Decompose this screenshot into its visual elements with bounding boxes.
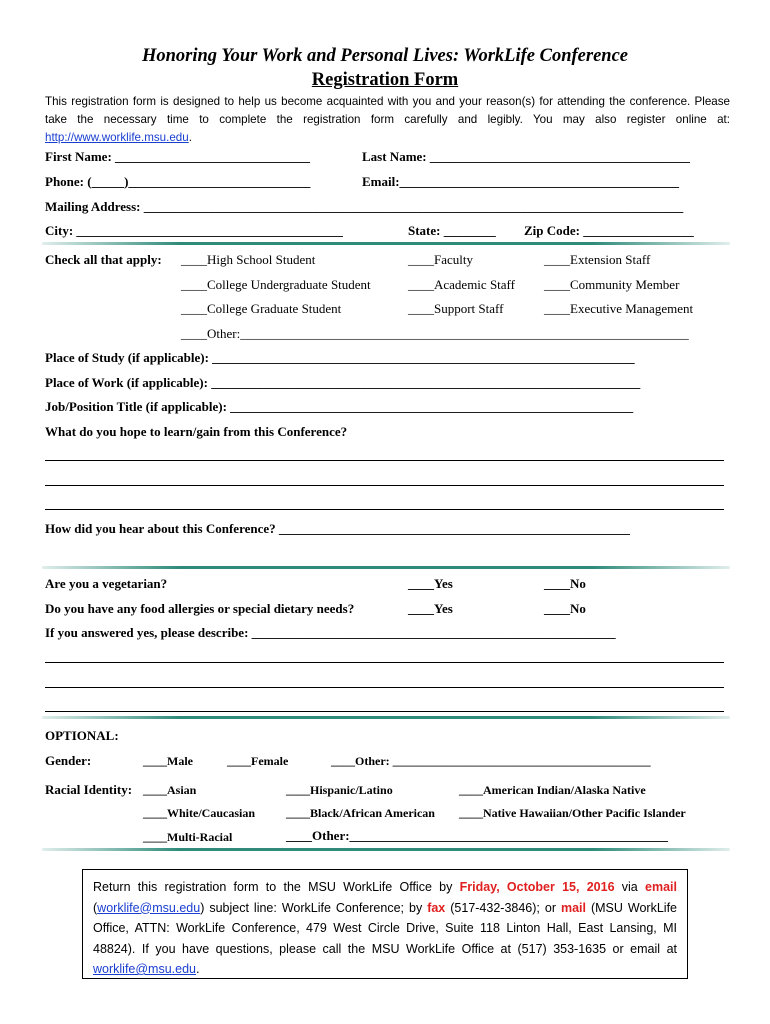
- answer-line[interactable]: [45, 711, 724, 712]
- option-other[interactable]: ____Other:_____________________________________________________________________: [181, 326, 689, 341]
- place-of-work-field[interactable]: Place of Work (if applicable): __________________________________________________________________: [45, 375, 641, 390]
- option-community-member[interactable]: ____Community Member: [544, 277, 680, 292]
- option-extension-staff[interactable]: ____Extension Staff: [544, 252, 651, 267]
- option-college-graduate[interactable]: ____College Graduate Student: [181, 301, 342, 316]
- intro-end: .: [188, 131, 192, 144]
- allergies-question: Do you have any food allergies or special dietary needs?: [45, 601, 355, 616]
- race-native-hawaiian[interactable]: ____Native Hawaiian/Other Pacific Islander: [459, 806, 686, 820]
- vegetarian-yes[interactable]: ____Yes: [408, 576, 453, 591]
- learn-question: What do you hope to learn/gain from this Conference?: [45, 424, 348, 439]
- zip-field[interactable]: Zip Code: _________________: [524, 223, 694, 238]
- allergies-no[interactable]: ____No: [544, 601, 586, 616]
- fax-word: fax: [427, 900, 446, 915]
- option-executive-management[interactable]: ____Executive Management: [544, 301, 694, 316]
- email-field[interactable]: Email:___________________________________________: [362, 174, 680, 189]
- job-title-field[interactable]: Job/Position Title (if applicable): ______________________________________________________________: [45, 399, 634, 414]
- racial-identity-label: Racial Identity:: [45, 782, 133, 797]
- race-black-african-american[interactable]: ____Black/African American: [286, 806, 435, 820]
- option-college-undergraduate[interactable]: ____College Undergraduate Student: [181, 277, 371, 292]
- describe-field[interactable]: If you answered yes, please describe: ________________________________________________________: [45, 625, 616, 640]
- email-word: email: [645, 880, 677, 894]
- section-divider: [42, 848, 730, 851]
- form-title: Honoring Your Work and Personal Lives: WorkLife Conference: [141, 46, 628, 66]
- gender-male[interactable]: ____Male: [143, 754, 193, 768]
- section-divider: [42, 566, 730, 569]
- answer-line[interactable]: [45, 509, 724, 510]
- mail-word: mail: [560, 900, 586, 915]
- first-name-field[interactable]: First Name: ______________________________: [45, 149, 311, 164]
- allergies-yes[interactable]: ____Yes: [408, 601, 453, 616]
- return-text: (: [93, 900, 98, 915]
- return-text: Return this registration form to the MSU WorkLife Office by: [93, 880, 460, 894]
- mailing-address-field[interactable]: Mailing Address: ___________________________________________________________________________________: [45, 199, 684, 214]
- answer-line[interactable]: [45, 485, 724, 486]
- last-name-field[interactable]: Last Name: ________________________________________: [362, 149, 690, 164]
- form-subtitle: Registration Form: [311, 70, 459, 90]
- option-faculty[interactable]: ____Faculty: [408, 252, 473, 267]
- return-text: .: [196, 962, 200, 976]
- optional-heading: OPTIONAL:: [45, 728, 119, 743]
- email-link-2[interactable]: worklife@msu.edu: [93, 962, 197, 976]
- gender-female[interactable]: ____Female: [227, 754, 289, 768]
- hear-about-field[interactable]: How did you hear about this Conference? ______________________________________________________: [45, 521, 630, 536]
- place-of-study-field[interactable]: Place of Study (if applicable): _________________________________________________________________: [45, 350, 635, 365]
- vegetarian-question: Are you a vegetarian?: [45, 576, 168, 591]
- intro-paragraph: [45, 93, 730, 147]
- email-link[interactable]: worklife@msu.edu: [97, 900, 201, 915]
- return-text: (MSU WorkLife Office, ATTN: WorkLife Conference, 479 West Circle Drive, Suite 118 Linton Hall, East Lansing, MI 48824). If you have questions, please call the MSU WorkLife Office at (517) 353-1635 or email at: [93, 900, 677, 956]
- city-field[interactable]: City: _________________________________________: [45, 223, 343, 238]
- answer-line[interactable]: [45, 662, 724, 663]
- race-multi-racial[interactable]: ____Multi-Racial: [143, 830, 233, 844]
- return-text: via: [614, 880, 646, 894]
- option-high-school-student[interactable]: ____High School Student: [181, 252, 316, 267]
- race-hispanic-latino[interactable]: ____Hispanic/Latino: [286, 783, 393, 797]
- website-link[interactable]: http://www.worklife.msu.edu: [45, 131, 189, 144]
- race-other[interactable]: ____Other:_________________________________________________: [286, 828, 669, 843]
- answer-line[interactable]: [45, 687, 724, 688]
- answer-line[interactable]: [45, 460, 724, 461]
- return-instructions-box: [82, 869, 688, 979]
- gender-other[interactable]: ____Other: ___________________________________________: [331, 754, 651, 768]
- phone-field[interactable]: Phone: (_____)____________________________: [45, 174, 311, 189]
- check-all-label: Check all that apply:: [45, 252, 162, 267]
- gender-label: Gender:: [45, 753, 92, 768]
- race-american-indian[interactable]: ____American Indian/Alaska Native: [459, 783, 646, 797]
- intro-text: This registration form is designed to help us become acquainted with you and your reason(s) for attending the conference. Please take the necessary time to complete the registration form carefully and legibly. You may also register online at:: [45, 95, 730, 126]
- section-divider: [42, 242, 730, 245]
- option-academic-staff[interactable]: ____Academic Staff: [408, 277, 515, 292]
- race-asian[interactable]: ____Asian: [143, 783, 197, 797]
- race-white-caucasian[interactable]: ____White/Caucasian: [143, 806, 256, 820]
- vegetarian-no[interactable]: ____No: [544, 576, 586, 591]
- deadline-date: Friday, October 15, 2016: [459, 880, 615, 894]
- option-support-staff[interactable]: ____Support Staff: [408, 301, 504, 316]
- return-text: ) subject line: WorkLife Conference; by: [200, 900, 428, 915]
- section-divider: [42, 716, 730, 719]
- state-field[interactable]: State: ________: [408, 223, 496, 238]
- return-text: (517-432-3846); or: [445, 900, 561, 915]
